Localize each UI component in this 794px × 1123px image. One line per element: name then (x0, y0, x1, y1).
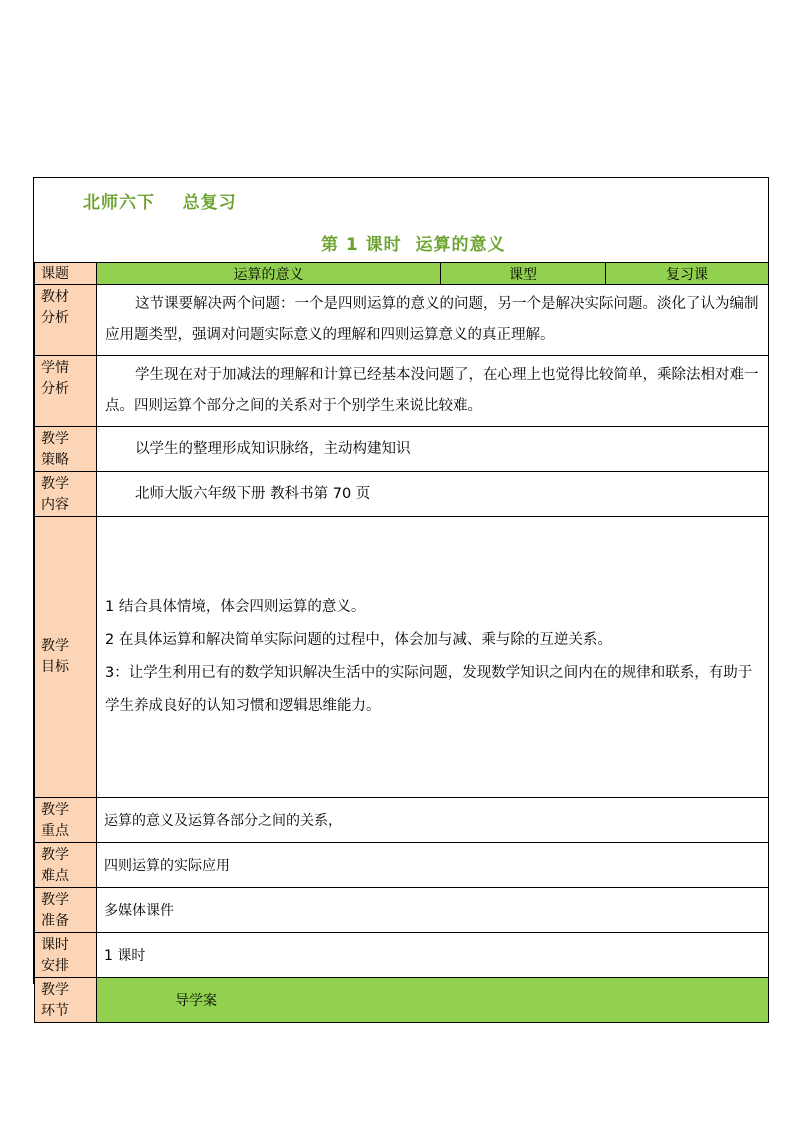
lesson-plan-table (34, 262, 769, 1023)
goals-label: 教学 目标 (35, 517, 97, 798)
goal-item-2: 2 在具体运算和解决简单实际问题的过程中，体会加与减、乘与除的互逆关系。 (105, 632, 612, 648)
schedule-row (35, 933, 769, 978)
material-row (35, 285, 769, 356)
type-label: 课型 (441, 263, 606, 285)
content-label: 教学 内容 (35, 472, 97, 517)
schedule-label: 课时 安排 (35, 933, 97, 978)
difficulties-row (35, 843, 769, 888)
goal-item-1: 1 结合具体情境，体会四则运算的意义。 (105, 599, 366, 615)
material-label: 教材 分析 (35, 285, 97, 356)
difficulties-label: 教学 难点 (35, 843, 97, 888)
schedule-text: 1 课时 (97, 933, 769, 978)
key-points-label: 教学 重点 (35, 798, 97, 843)
lesson-title: 第 1 课时 运算的意义 (321, 235, 506, 255)
students-text: 学生现在对于加减法的理解和计算已经基本没问题了，在心理上也觉得比较简单，乘除法相对难一点。四则运算个部分之间的关系对于个别学生来说比较难。 (97, 356, 769, 427)
content-text: 北师大版六年级下册 教科书第 70 页 (97, 472, 769, 517)
key-points-row (35, 798, 769, 843)
topic-value: 运算的意义 (97, 263, 441, 285)
series-title: 北师六下 总复习 (83, 193, 237, 213)
material-text: 这节课要解决两个问题：一个是四则运算的意义的问题，另一个是解决实际问题。淡化了认为编制应用题类型，强调对问题实际意义的理解和四则运算意义的真正理解。 (97, 285, 769, 356)
strategy-row (35, 427, 769, 472)
process-row (35, 978, 769, 1023)
students-row (35, 356, 769, 427)
goal-item-3: 3：让学生利用已有的数学知识解决生活中的实际问题，发现数学知识之间内在的规律和联系，有助于学生养成良好的认知习惯和逻辑思维能力。 (105, 665, 753, 714)
document-header (34, 178, 768, 262)
key-points-text: 运算的意义及运算各部分之间的关系， (97, 798, 769, 843)
strategy-label: 教学 策略 (35, 427, 97, 472)
topic-label: 课题 (35, 263, 97, 285)
type-value: 复习课 (606, 263, 769, 285)
topic-row (35, 263, 769, 285)
goals-row (35, 517, 769, 798)
students-label: 学情 分析 (35, 356, 97, 427)
strategy-text: 以学生的整理形成知识脉络，主动构建知识 (97, 427, 769, 472)
preparation-text: 多媒体课件 (97, 888, 769, 933)
process-text: 导学案 (97, 978, 769, 1023)
content-row (35, 472, 769, 517)
process-label: 教学 环节 (35, 978, 97, 1023)
preparation-label: 教学 准备 (35, 888, 97, 933)
difficulties-text: 四则运算的实际应用 (97, 843, 769, 888)
goals-list (97, 517, 769, 798)
lesson-plan-document (33, 177, 769, 1019)
preparation-row (35, 888, 769, 933)
